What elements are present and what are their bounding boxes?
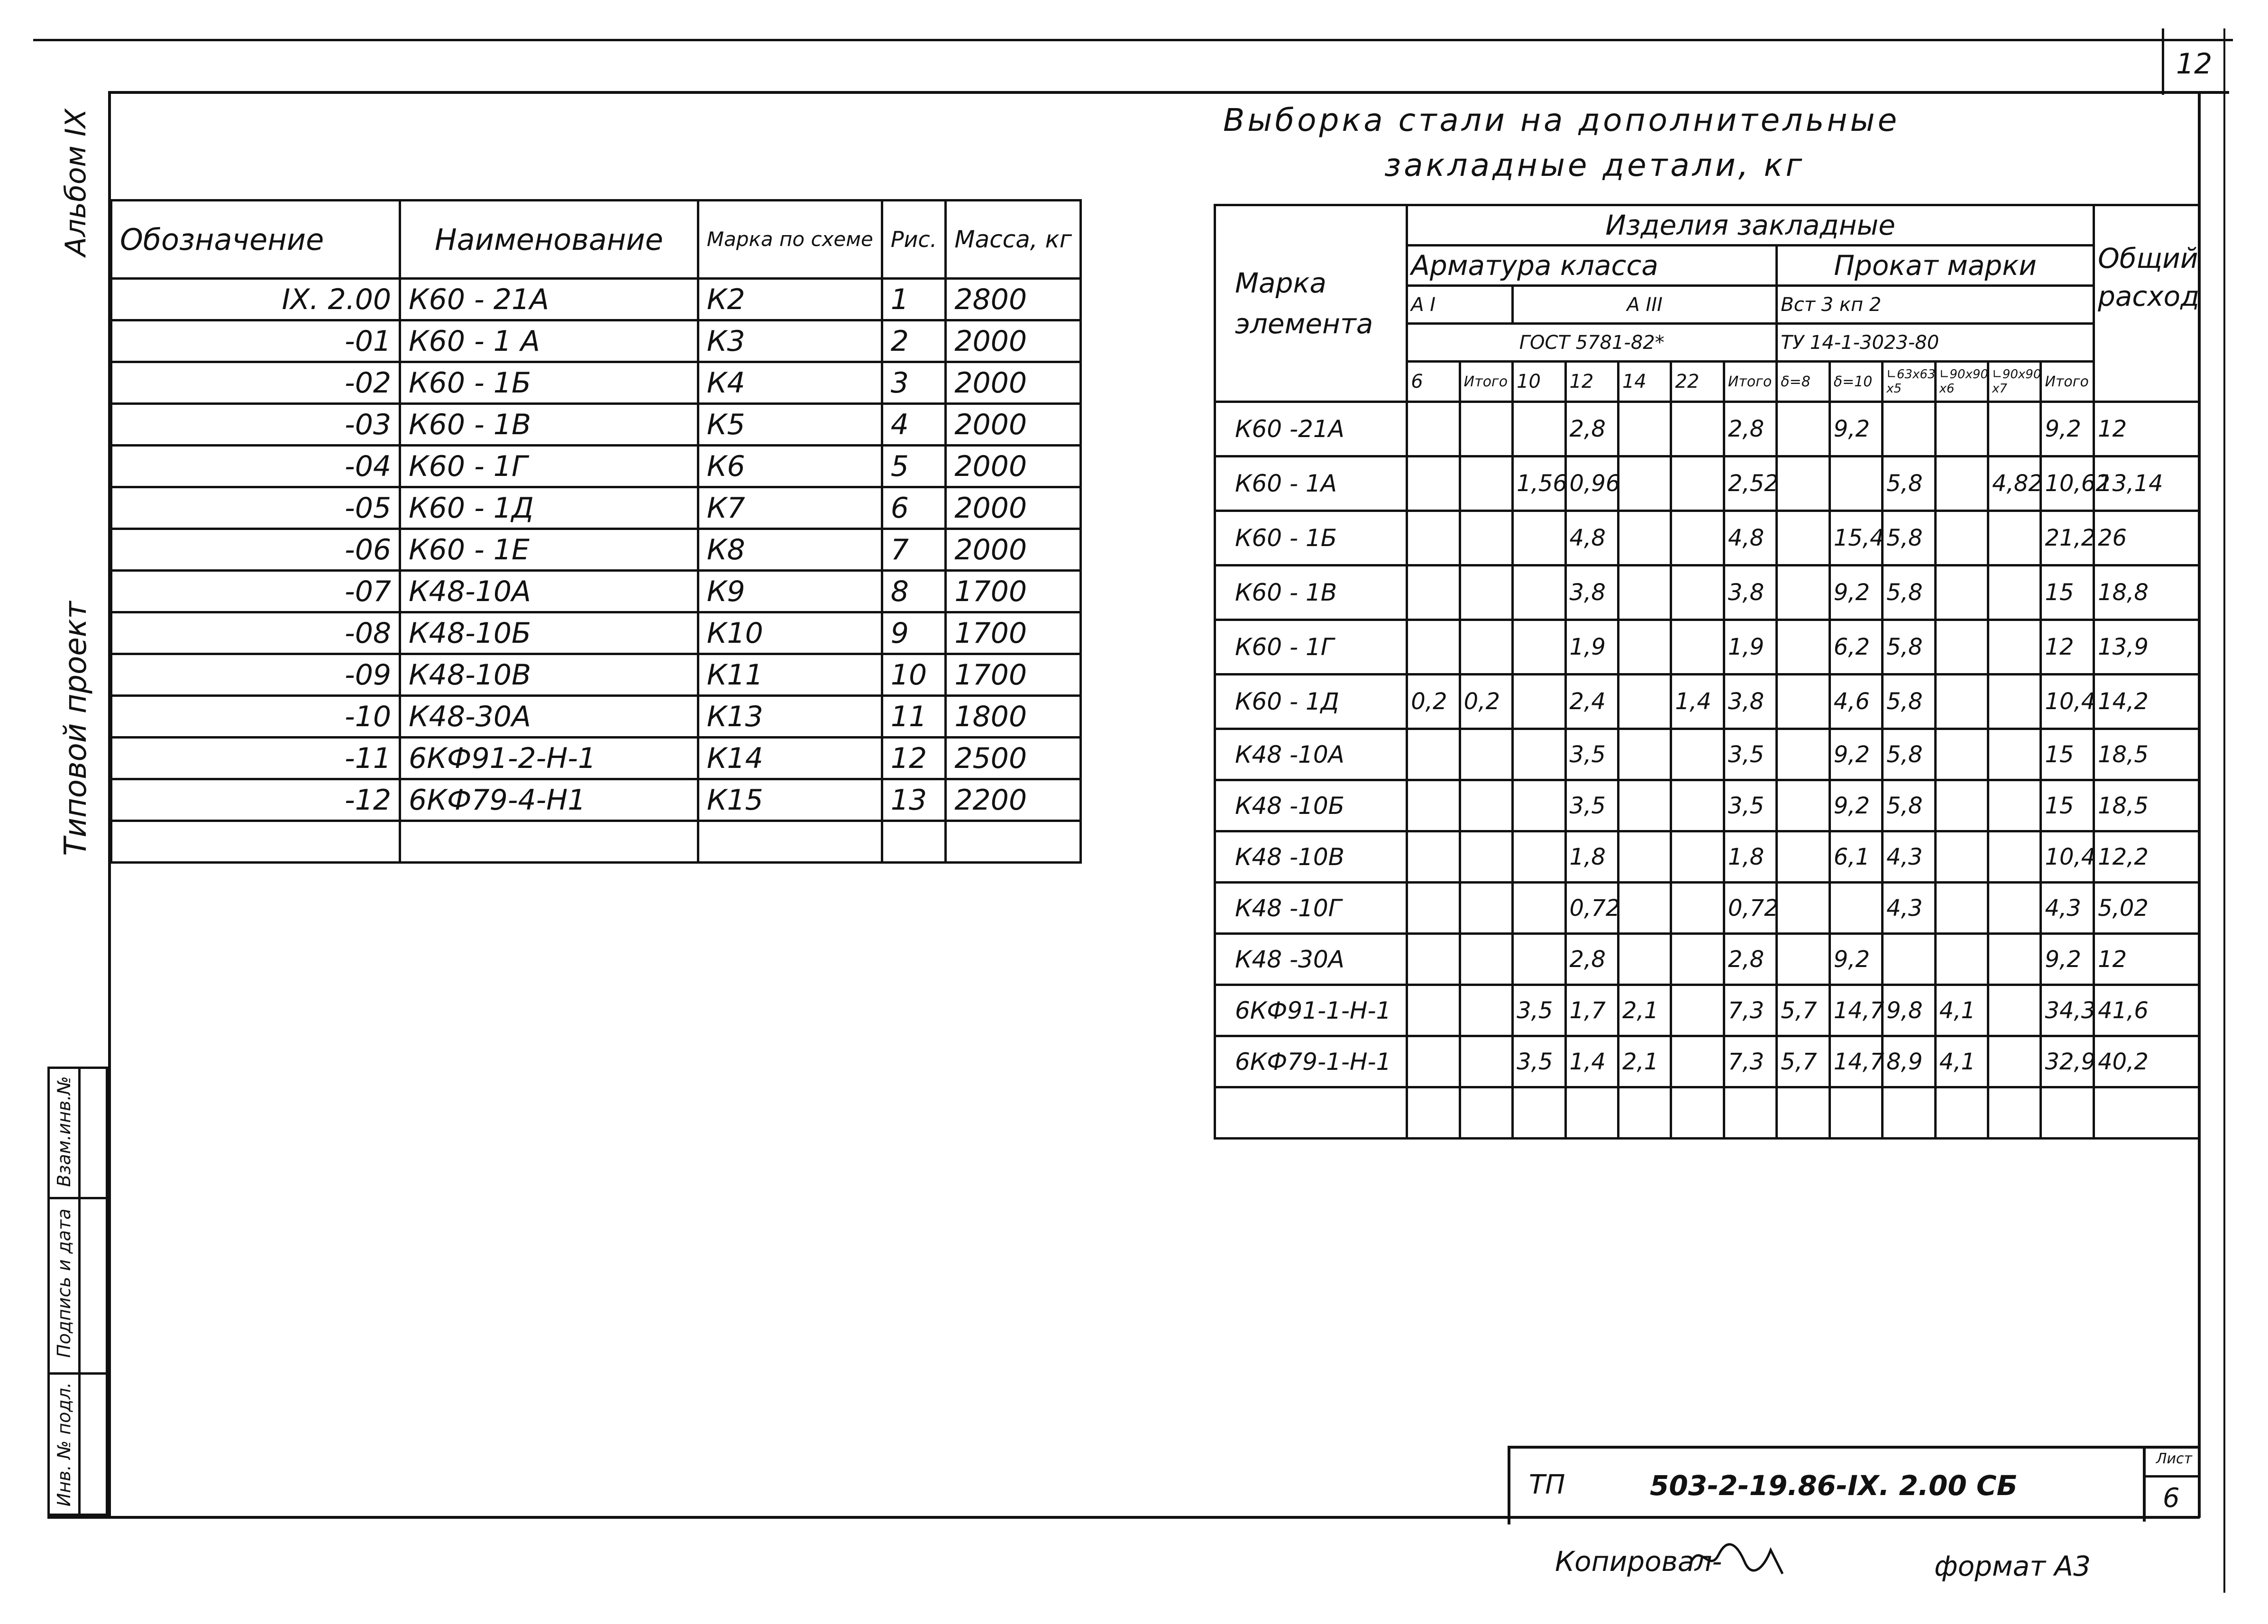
cell-value bbox=[1407, 1087, 1460, 1139]
cell-value: 3,5 bbox=[1565, 780, 1618, 831]
cell-value bbox=[1618, 831, 1671, 883]
cell-value bbox=[1565, 1087, 1618, 1139]
cell-value: 10,62 bbox=[2041, 456, 2094, 511]
cell-value bbox=[1988, 620, 2041, 675]
cell-value bbox=[1935, 620, 1988, 675]
cell-value bbox=[1618, 729, 1671, 780]
sheet-number-top: 12 bbox=[2176, 47, 2213, 81]
cell-value bbox=[1513, 883, 1565, 934]
col-header: 10 bbox=[1513, 362, 1565, 402]
cell-value bbox=[1407, 729, 1460, 780]
cell-value: 2,1 bbox=[1618, 1036, 1671, 1087]
cell-value bbox=[1935, 402, 1988, 456]
cell-value bbox=[1988, 511, 2041, 566]
header-name: Наименование bbox=[400, 201, 698, 279]
cell-value: 34,3 bbox=[2041, 985, 2094, 1036]
element-mark: К60 - 1В bbox=[1215, 566, 1407, 620]
table-row: -03 К60 - 1В К5 4 2000 bbox=[111, 404, 1081, 446]
cell-value bbox=[1460, 402, 1512, 456]
cell-value bbox=[1407, 620, 1460, 675]
cell-value bbox=[2094, 1087, 2200, 1139]
cell-value: 2,8 bbox=[1724, 402, 1776, 456]
cell-value bbox=[1618, 511, 1671, 566]
cell-value: 40,2 bbox=[2094, 1036, 2200, 1087]
cell-value bbox=[1460, 1036, 1512, 1087]
table-row bbox=[1215, 1036, 2200, 1087]
cell-value bbox=[1671, 831, 1724, 883]
cell-value bbox=[1407, 1036, 1460, 1087]
header-armatura: Арматура класса bbox=[1407, 246, 1777, 286]
col-header: δ=8 bbox=[1777, 362, 1829, 402]
col-header: 14 bbox=[1618, 362, 1671, 402]
cell-value bbox=[1407, 934, 1460, 985]
cell-value bbox=[1988, 985, 2041, 1036]
cell-value: 6,1 bbox=[1829, 831, 1882, 883]
cell-value bbox=[1460, 883, 1512, 934]
cell-value bbox=[1935, 511, 1988, 566]
cell-value bbox=[1988, 780, 2041, 831]
cell-value bbox=[1988, 831, 2041, 883]
copier-signature bbox=[1688, 1536, 1787, 1578]
cell-value: 3,5 bbox=[1513, 985, 1565, 1036]
cell-value: 2,1 bbox=[1618, 985, 1671, 1036]
cell-value bbox=[1407, 780, 1460, 831]
element-mark: 6КФ91-1-Н-1 bbox=[1215, 985, 1407, 1036]
cell-value bbox=[1407, 831, 1460, 883]
cell-value bbox=[1883, 402, 1935, 456]
table-row: -07 К48-10А К9 8 1700 bbox=[111, 571, 1081, 612]
cell-value bbox=[1988, 675, 2041, 729]
cell-value bbox=[1935, 934, 1988, 985]
cell-value bbox=[1513, 566, 1565, 620]
table-row bbox=[1215, 620, 2200, 675]
cell-value: 2,8 bbox=[1724, 934, 1776, 985]
table-row bbox=[1215, 934, 2200, 985]
cell-value: 18,5 bbox=[2094, 729, 2200, 780]
col-header: δ=10 bbox=[1829, 362, 1882, 402]
cell-value bbox=[1618, 1087, 1671, 1139]
element-mark bbox=[1215, 1087, 1407, 1139]
header-a1: А I bbox=[1407, 286, 1513, 324]
element-mark: К60 - 1Б bbox=[1215, 511, 1407, 566]
cell-value: 4,3 bbox=[1883, 883, 1935, 934]
header-prokat: Прокат марки bbox=[1777, 246, 2094, 286]
cell-value: 1,4 bbox=[1565, 1036, 1618, 1087]
col-header: ∟90х90 х7 bbox=[1988, 362, 2041, 402]
project-label: Типовой проект bbox=[58, 601, 93, 856]
cell-value bbox=[1460, 566, 1512, 620]
cell-value: 12,2 bbox=[2094, 831, 2200, 883]
cell-value: 26 bbox=[2094, 511, 2200, 566]
stamp-code: 503-2-19.86-IX. 2.00 СБ bbox=[1650, 1469, 2018, 1502]
cell-value: 0,96 bbox=[1565, 456, 1618, 511]
table-row: -04 К60 - 1Г К6 5 2000 bbox=[111, 446, 1081, 487]
products-table bbox=[110, 199, 1082, 864]
cell-value bbox=[1513, 780, 1565, 831]
cell-value bbox=[1935, 729, 1988, 780]
col-header: ∟63х63 х5 bbox=[1883, 362, 1935, 402]
table-row bbox=[1215, 729, 2200, 780]
table-row: -09 К48-10В К11 10 1700 bbox=[111, 654, 1081, 696]
cell-value bbox=[1988, 934, 2041, 985]
table-row: -08 К48-10Б К10 9 1700 bbox=[111, 612, 1081, 654]
col-header: 12 bbox=[1565, 362, 1618, 402]
cell-value bbox=[1988, 729, 2041, 780]
cell-value: 3,5 bbox=[1513, 1036, 1565, 1087]
cell-value: 5,8 bbox=[1883, 780, 1935, 831]
cell-value: 14,7 bbox=[1829, 1036, 1882, 1087]
cell-value: 9,8 bbox=[1883, 985, 1935, 1036]
right-title-line1: Выборка стали на дополнительные bbox=[1223, 102, 1900, 138]
col-header: 6 bbox=[1407, 362, 1460, 402]
table-row: -02 К60 - 1Б К4 3 2000 bbox=[111, 362, 1081, 404]
cell-value bbox=[1671, 620, 1724, 675]
cell-value: 4,82 bbox=[1988, 456, 2041, 511]
cell-value bbox=[1988, 1036, 2041, 1087]
cell-value: 18,8 bbox=[2094, 566, 2200, 620]
cell-value bbox=[1618, 456, 1671, 511]
cell-value: 5,02 bbox=[2094, 883, 2200, 934]
header-mark-element: Марка элемента bbox=[1215, 205, 1407, 402]
cell-value bbox=[1513, 831, 1565, 883]
element-mark: К48 -10Б bbox=[1215, 780, 1407, 831]
cell-value: 15 bbox=[2041, 729, 2094, 780]
cell-value: 1,8 bbox=[1724, 831, 1776, 883]
cell-value: 7,3 bbox=[1724, 1036, 1776, 1087]
table-row bbox=[1215, 511, 2200, 566]
element-mark: 6КФ79-1-Н-1 bbox=[1215, 1036, 1407, 1087]
cell-value: 5,7 bbox=[1777, 1036, 1829, 1087]
cell-value bbox=[1460, 729, 1512, 780]
cell-value bbox=[1829, 883, 1882, 934]
col-header: Итого bbox=[1460, 362, 1512, 402]
cell-value bbox=[1777, 1087, 1829, 1139]
cell-value bbox=[1671, 883, 1724, 934]
frame-top bbox=[110, 91, 2229, 94]
cell-value bbox=[1935, 675, 1988, 729]
cell-value bbox=[1407, 985, 1460, 1036]
cell-value: 13,9 bbox=[2094, 620, 2200, 675]
cell-value: 1,4 bbox=[1671, 675, 1724, 729]
element-mark: К60 -21А bbox=[1215, 402, 1407, 456]
cell-value bbox=[1460, 780, 1512, 831]
col-header: 22 bbox=[1671, 362, 1724, 402]
cell-value: 2,8 bbox=[1565, 934, 1618, 985]
cell-value: 4,8 bbox=[1724, 511, 1776, 566]
cell-value: 3,8 bbox=[1565, 566, 1618, 620]
cell-value: 5,7 bbox=[1777, 985, 1829, 1036]
cell-value bbox=[1777, 675, 1829, 729]
table-row bbox=[1215, 831, 2200, 883]
cell-value: 5,8 bbox=[1883, 566, 1935, 620]
cell-value bbox=[1460, 620, 1512, 675]
cell-value bbox=[1513, 511, 1565, 566]
side-stamp-block bbox=[47, 1067, 108, 1516]
cell-value: 5,8 bbox=[1883, 675, 1935, 729]
cell-value bbox=[1671, 456, 1724, 511]
cell-value bbox=[1618, 402, 1671, 456]
cell-value bbox=[1777, 402, 1829, 456]
table-row bbox=[1215, 883, 2200, 934]
col-header: Итого bbox=[2041, 362, 2094, 402]
col-header: ∟90х90 х6 bbox=[1935, 362, 1988, 402]
cell-value bbox=[1618, 883, 1671, 934]
cell-value bbox=[1407, 456, 1460, 511]
cell-value bbox=[1671, 1036, 1724, 1087]
cell-value bbox=[1671, 729, 1724, 780]
cell-value: 10,4 bbox=[2041, 831, 2094, 883]
header-mark: Марка по схеме bbox=[698, 201, 882, 279]
header-fig: Рис. bbox=[882, 201, 946, 279]
table-row: IX. 2.00 К60 - 21А К2 1 2800 bbox=[111, 279, 1081, 320]
cell-value: 1,9 bbox=[1565, 620, 1618, 675]
header-tu: ТУ 14-1-3023-80 bbox=[1777, 324, 2094, 362]
cell-value: 4,3 bbox=[2041, 883, 2094, 934]
cell-value bbox=[1988, 402, 2041, 456]
table-row bbox=[1215, 1087, 2200, 1139]
stamp-inv-label: Инв. № подл. bbox=[54, 1382, 74, 1507]
table-row: -01 К60 - 1 А К3 2 2000 bbox=[111, 320, 1081, 362]
table-row: -12 6КФ79-4-Н1 К15 13 2200 bbox=[111, 779, 1081, 821]
cell-value: 8,9 bbox=[1883, 1036, 1935, 1087]
cell-value: 18,5 bbox=[2094, 780, 2200, 831]
cell-value: 3,8 bbox=[1724, 675, 1776, 729]
cell-value bbox=[1935, 780, 1988, 831]
cell-value: 1,56 bbox=[1513, 456, 1565, 511]
cell-value bbox=[1935, 831, 1988, 883]
element-mark: К60 - 1А bbox=[1215, 456, 1407, 511]
cell-value: 3,5 bbox=[1724, 729, 1776, 780]
sheet-value: 6 bbox=[2163, 1483, 2180, 1514]
cell-value: 21,2 bbox=[2041, 511, 2094, 566]
products-header-row bbox=[111, 201, 1081, 279]
table-row: -11 6КФ91-2-Н-1 К14 12 2500 bbox=[111, 738, 1081, 779]
cell-value: 5,8 bbox=[1883, 456, 1935, 511]
cell-value: 4,8 bbox=[1565, 511, 1618, 566]
col-header: Итого bbox=[1724, 362, 1776, 402]
cell-value: 6,2 bbox=[1829, 620, 1882, 675]
element-mark: К48 -30А bbox=[1215, 934, 1407, 985]
element-mark: К60 - 1Г bbox=[1215, 620, 1407, 675]
table-row: -06 К60 - 1Е К8 7 2000 bbox=[111, 529, 1081, 571]
cell-value: 7,3 bbox=[1724, 985, 1776, 1036]
cell-value: 0,2 bbox=[1407, 675, 1460, 729]
table-row bbox=[1215, 780, 2200, 831]
cell-value: 0,2 bbox=[1460, 675, 1512, 729]
cell-value bbox=[1988, 566, 2041, 620]
table-row bbox=[1215, 675, 2200, 729]
cell-value bbox=[1460, 511, 1512, 566]
cell-value bbox=[1777, 831, 1829, 883]
cell-value bbox=[1935, 566, 1988, 620]
cell-value bbox=[1513, 729, 1565, 780]
cell-value: 9,2 bbox=[1829, 934, 1882, 985]
cell-value: 1,9 bbox=[1724, 620, 1776, 675]
cell-value: 13,14 bbox=[2094, 456, 2200, 511]
cell-value bbox=[1513, 1087, 1565, 1139]
element-mark: К60 - 1Д bbox=[1215, 675, 1407, 729]
cell-value: 9,2 bbox=[2041, 402, 2094, 456]
cell-value bbox=[1935, 456, 1988, 511]
cell-value bbox=[1671, 402, 1724, 456]
album-label: Альбом IX bbox=[59, 109, 92, 256]
header-gost: ГОСТ 5781-82* bbox=[1407, 324, 1777, 362]
cell-value bbox=[1618, 675, 1671, 729]
right-title-line2: закладные детали, кг bbox=[1384, 147, 1805, 183]
cell-value: 5,8 bbox=[1883, 511, 1935, 566]
sheet-corner-left bbox=[2162, 28, 2164, 95]
cell-value bbox=[1407, 511, 1460, 566]
header-total: Общий расход bbox=[2094, 205, 2200, 402]
cell-value bbox=[1829, 456, 1882, 511]
cell-value: 4,6 bbox=[1829, 675, 1882, 729]
cell-value: 1,8 bbox=[1565, 831, 1618, 883]
cell-value bbox=[1618, 620, 1671, 675]
cell-value bbox=[1513, 934, 1565, 985]
cell-value bbox=[1724, 1087, 1776, 1139]
cell-value: 12 bbox=[2094, 402, 2200, 456]
cell-value: 3,5 bbox=[1565, 729, 1618, 780]
cell-value: 4,1 bbox=[1935, 1036, 1988, 1087]
cell-value bbox=[1777, 934, 1829, 985]
cell-value bbox=[1829, 1087, 1882, 1139]
cell-value: 5,8 bbox=[1883, 620, 1935, 675]
cell-value: 32,9 bbox=[2041, 1036, 2094, 1087]
stamp-sign-label: Подпись и дата bbox=[54, 1208, 74, 1358]
cell-value bbox=[1777, 456, 1829, 511]
cell-value bbox=[1460, 1087, 1512, 1139]
cell-value: 2,8 bbox=[1565, 402, 1618, 456]
header-a3: А III bbox=[1513, 286, 1777, 324]
steel-table bbox=[1214, 204, 2201, 1140]
cell-value: 3,8 bbox=[1724, 566, 1776, 620]
header-mass: Масса, кг bbox=[946, 201, 1081, 279]
cell-value: 9,2 bbox=[2041, 934, 2094, 985]
cell-value bbox=[1460, 934, 1512, 985]
cell-value bbox=[1513, 675, 1565, 729]
cell-value bbox=[1671, 511, 1724, 566]
cell-value bbox=[1513, 620, 1565, 675]
cell-value bbox=[1460, 985, 1512, 1036]
cell-value bbox=[1935, 883, 1988, 934]
header-items: Изделия закладные bbox=[1407, 205, 2094, 246]
cell-value: 9,2 bbox=[1829, 402, 1882, 456]
cell-value: 4,3 bbox=[1883, 831, 1935, 883]
top-border-line bbox=[33, 39, 2233, 41]
cell-value: 15,4 bbox=[1829, 511, 1882, 566]
element-mark: К48 -10А bbox=[1215, 729, 1407, 780]
cell-value bbox=[1671, 985, 1724, 1036]
stamp-prefix: ТП bbox=[1529, 1469, 1565, 1500]
cell-value: 9,2 bbox=[1829, 729, 1882, 780]
cell-value: 0,72 bbox=[1565, 883, 1618, 934]
element-mark: К48 -10В bbox=[1215, 831, 1407, 883]
table-row bbox=[1215, 985, 2200, 1036]
cell-value: 12 bbox=[2094, 934, 2200, 985]
cell-value bbox=[1618, 566, 1671, 620]
cell-value: 14,7 bbox=[1829, 985, 1882, 1036]
cell-value: 1,7 bbox=[1565, 985, 1618, 1036]
table-row bbox=[1215, 566, 2200, 620]
cell-value bbox=[1777, 883, 1829, 934]
element-mark: К48 -10Г bbox=[1215, 883, 1407, 934]
cell-value bbox=[1777, 780, 1829, 831]
cell-value bbox=[1407, 566, 1460, 620]
cell-value: 14,2 bbox=[2094, 675, 2200, 729]
cell-value: 2,4 bbox=[1565, 675, 1618, 729]
table-row: -10 К48-30А К13 11 1800 bbox=[111, 696, 1081, 738]
cell-value: 2,52 bbox=[1724, 456, 1776, 511]
cell-value bbox=[1777, 511, 1829, 566]
cell-value: 5,8 bbox=[1883, 729, 1935, 780]
cell-value: 15 bbox=[2041, 566, 2094, 620]
cell-value bbox=[1460, 456, 1512, 511]
stamp-replace-label: Взам.инв.№ bbox=[54, 1076, 74, 1187]
cell-value: 41,6 bbox=[2094, 985, 2200, 1036]
cell-value bbox=[1513, 402, 1565, 456]
copied-by: Копировал- bbox=[1555, 1545, 1722, 1578]
cell-value bbox=[1883, 1087, 1935, 1139]
table-row: -05 К60 - 1Д К7 6 2000 bbox=[111, 487, 1081, 529]
format-label: формат А3 bbox=[1934, 1550, 2091, 1582]
cell-value bbox=[1777, 620, 1829, 675]
cell-value: 0,72 bbox=[1724, 883, 1776, 934]
table-row bbox=[1215, 456, 2200, 511]
cell-value: 3,5 bbox=[1724, 780, 1776, 831]
cell-value bbox=[1460, 831, 1512, 883]
table-row bbox=[111, 821, 1081, 863]
cell-value: 9,2 bbox=[1829, 566, 1882, 620]
cell-value bbox=[1935, 1087, 1988, 1139]
cell-value bbox=[1407, 402, 1460, 456]
cell-value bbox=[1988, 1087, 2041, 1139]
table-row bbox=[1215, 402, 2200, 456]
cell-value bbox=[1618, 934, 1671, 985]
cell-value bbox=[2041, 1087, 2094, 1139]
cell-value: 10,4 bbox=[2041, 675, 2094, 729]
cell-value bbox=[1777, 566, 1829, 620]
sheet-label: Лист bbox=[2156, 1451, 2193, 1467]
cell-value: 12 bbox=[2041, 620, 2094, 675]
cell-value bbox=[1407, 883, 1460, 934]
cell-value: 4,1 bbox=[1935, 985, 1988, 1036]
cell-value: 9,2 bbox=[1829, 780, 1882, 831]
header-designation: Обозначение bbox=[111, 201, 400, 279]
header-vst: Вст 3 кп 2 bbox=[1777, 286, 2094, 324]
cell-value bbox=[1671, 1087, 1724, 1139]
cell-value bbox=[1671, 934, 1724, 985]
cell-value: 15 bbox=[2041, 780, 2094, 831]
cell-value bbox=[1988, 883, 2041, 934]
cell-value bbox=[1883, 934, 1935, 985]
cell-value bbox=[1671, 780, 1724, 831]
cell-value bbox=[1618, 780, 1671, 831]
sheet-box bbox=[2143, 1446, 2198, 1522]
right-margin-line bbox=[2223, 28, 2225, 1593]
cell-value bbox=[1777, 729, 1829, 780]
cell-value bbox=[1671, 566, 1724, 620]
